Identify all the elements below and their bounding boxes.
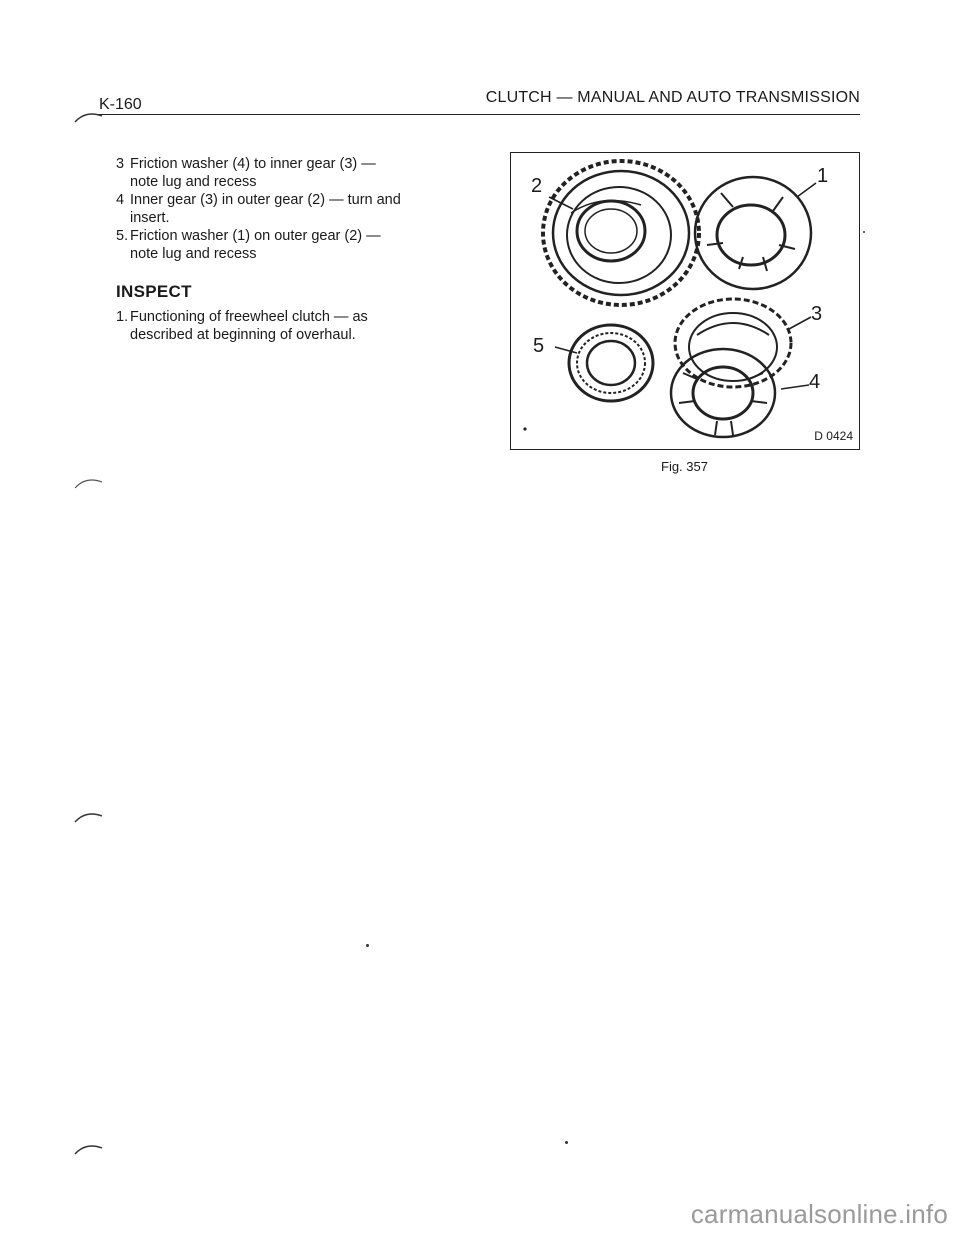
step-text: Friction washer (1) on outer gear (2) — note lug and recess [130,228,381,262]
inspect-number: 1. [116,309,129,325]
outer-gear-drawing [543,161,699,305]
speck [863,231,865,233]
step-text: Friction washer (4) to inner gear (3) — note lug and recess [130,156,376,190]
inspect-list [116,308,436,344]
ring-5-drawing [569,325,653,401]
callout-4: 4 [809,371,821,393]
callout-1: 1 [817,165,829,187]
step-number: 5. [116,228,129,244]
margin-mark [72,108,106,126]
speck [366,944,369,947]
margin-mark [72,1140,106,1158]
inspect-heading: INSPECT [116,282,192,301]
section-title: CLUTCH — MANUAL AND AUTO TRANSMISSION [485,89,860,106]
step-item [116,191,456,227]
callout-5: 5 [533,335,545,357]
step-number: 4 [116,192,125,208]
step-text: Inner gear (3) in outer gear (2) — turn and insert. [130,192,401,226]
watermark: carmanualsonline.info [690,1199,948,1229]
step-item [116,227,456,263]
callout-2: 2 [531,175,543,197]
figure-box [510,152,860,450]
page-number: K-160 [99,96,142,113]
margin-mark [72,808,106,826]
step-item [116,155,456,191]
inspect-text: Functioning of freewheel clutch — as described at beginning of overhaul. [130,309,368,343]
header-rule [96,114,860,115]
friction-washer-1-drawing [695,177,811,289]
figure-code: D 0424 [814,429,853,443]
callout-3: 3 [811,303,823,325]
margin-mark [72,474,106,492]
inspect-item [116,308,436,344]
exploded-view-illustration [511,153,861,451]
friction-washer-4-drawing [671,349,775,437]
speck [565,1141,568,1144]
assembly-steps [116,155,456,263]
step-number: 3 [116,156,125,172]
inner-gear-3-drawing [675,299,791,387]
figure-caption: Fig. 357 [661,459,708,474]
